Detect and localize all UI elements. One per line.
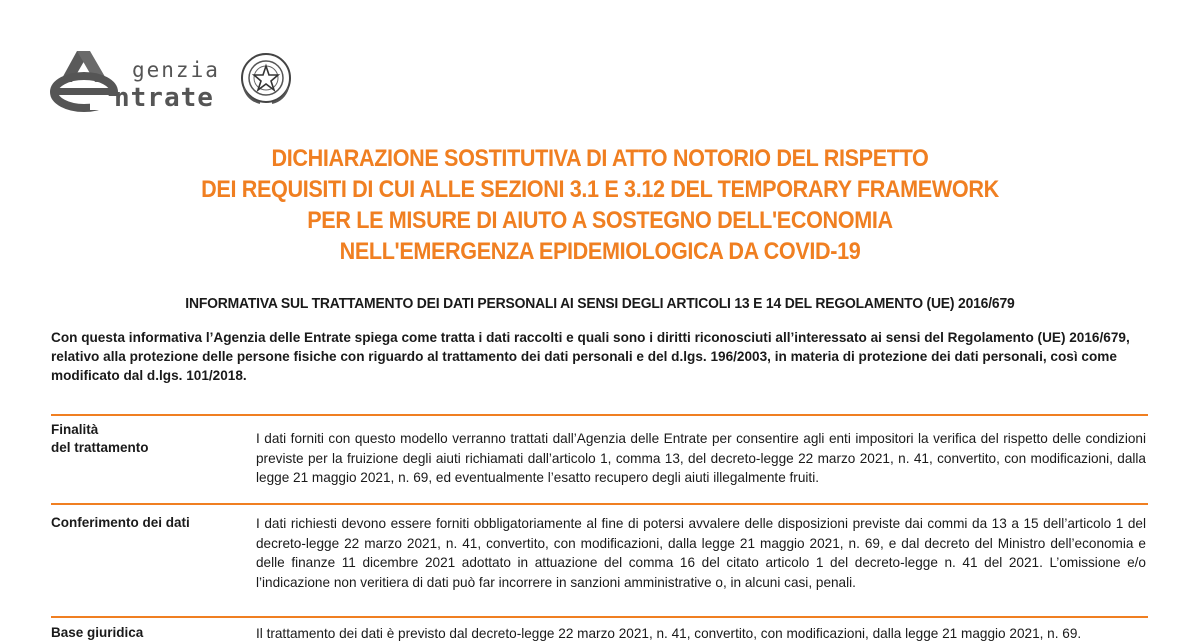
document-title [0,143,1200,267]
section-label-line: del trattamento [51,440,149,455]
logo-word-entrate: ntrate [114,83,214,113]
section-divider [51,503,1148,505]
section-text-finalita: I dati forniti con questo modello verranno trattati dall’Agenzia delle Entrate per consentire agli enti impositori la verifica del rispetto delle condizioni previste per la fruizione degli aiuti richiamati dall’articolo 1, comma 13, del decreto-legge 22 marzo 2021, n. 41, convertito, con modificazioni, dalla legge 21 maggio 2021, n. 69, ed eventualmente l’esatto recupero degli aiuti illegalmente fruiti. [256,431,1146,485]
section-divider [51,414,1148,416]
intro-paragraph: Con questa informativa l’Agenzia delle Entrate spiega come tratta i dati raccolti e quali sono i diritti riconosciuti all’interessato ai sensi del Regolamento (UE) 2016/679, relativo alla protezione delle persone fisiche con riguardo al trattamento dei dati personali e del d.lgs. 196/2003, in materia di protezione dei dati personali, così come modificato dal d.lgs. 101/2018. [51,330,1130,383]
title-line: NELL'EMERGENZA EPIDEMIOLOGICA DA COVID-19 [339,238,861,265]
title-line: PER LE MISURE DI AIUTO A SOSTEGNO DELL'ECONOMIA [307,207,893,234]
title-line: DICHIARAZIONE SOSTITUTIVA DI ATTO NOTORIO DEL RISPETTO [271,145,929,172]
section-label-base-giuridica: Base giuridica [51,625,144,640]
section-text-base-giuridica: Il trattamento dei dati è previsto dal decreto-legge 22 marzo 2021, n. 41, convertito, con modificazioni, dalla legge 21 maggio 2021, n. 69. [256,626,1082,641]
section-text-conferimento: I dati richiesti devono essere forniti obbligatoriamente al fine di potersi avvalere delle disposizioni previste dai commi da 13 a 15 dell’articolo 1 del decreto-legge 22 marzo 2021, n. 41, convertito, con modificazioni, dalla legge 21 maggio 2021, n. 69, e dal decreto del Ministro dell’economia e delle finanze 11 dicembre 2021 adottato in attuazione del comma 16 del citato articolo 1 del decreto-legge n. 41 del 2021. L’omissione e/o l’indicazione non veritiera di dati può far incorrere in sanzioni amministrative o, in alcuni casi, penali. [256,516,1146,590]
section-heading-text: INFORMATIVA SUL TRATTAMENTO DEI DATI PERSONALI AI SENSI DEGLI ARTICOLI 13 E 14 DEL REGOLAMENTO (UE) 2016/679 [185,296,1015,312]
section-label-conferimento: Conferimento dei dati [51,515,190,530]
republic-emblem-icon [238,50,294,106]
section-divider [51,616,1148,618]
title-line: DEI REQUISITI DI CUI ALLE SEZIONI 3.1 E 3.12 DEL TEMPORARY FRAMEWORK [201,176,999,203]
logo-word-agenzia: genzia [132,58,220,82]
section-heading [0,296,1200,312]
section-label-finalita [51,421,231,457]
section-label-line: Finalità [51,422,99,437]
